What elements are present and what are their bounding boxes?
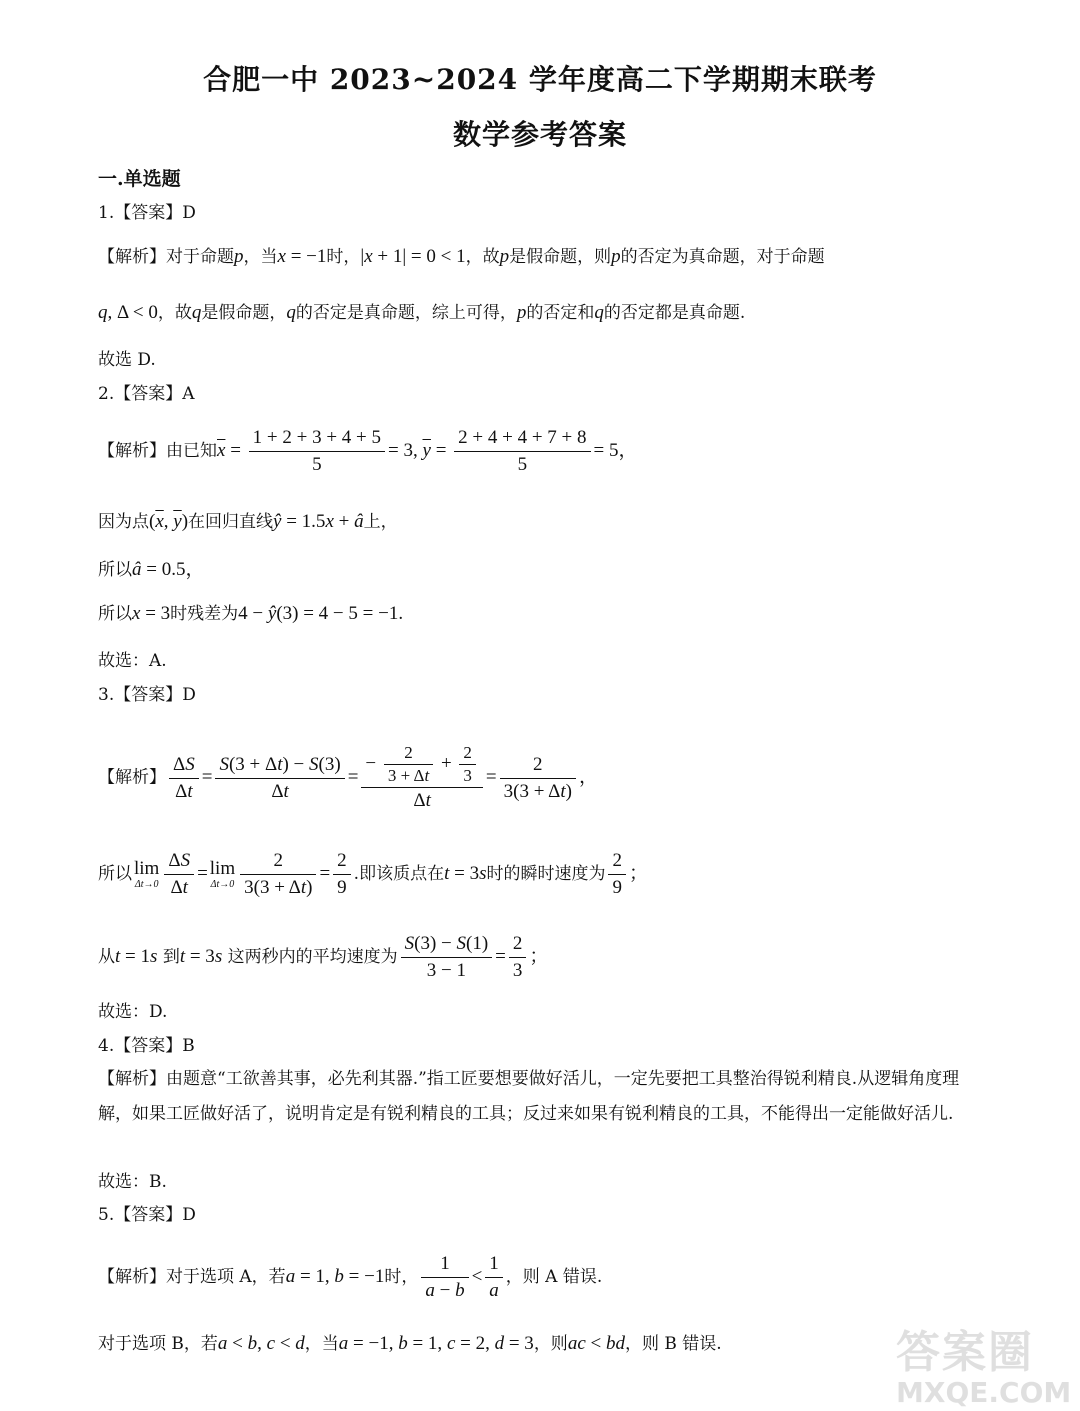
q3-choice: 故选：D.: [98, 1002, 168, 1022]
q1-analysis-line1: 【解析】对于命题p，当x = −1时，|x + 1| = 0 < 1，故p是假命题，则p的否定为真命题，对于命题: [98, 246, 825, 267]
q2-analysis-line3: 所以â = 0.5，: [98, 559, 205, 580]
q2-answer: 2.【答案】A: [98, 384, 195, 404]
q1-answer: 1.【答案】D: [98, 203, 196, 223]
q4-answer: 4.【答案】B: [98, 1036, 195, 1056]
simplified-fraction: $\frac{2}{3(3 + \Delta t)}$: [500, 752, 576, 805]
q5-answer: 5.【答案】D: [98, 1205, 196, 1225]
mean-x-fraction: $\frac{1 + 2 + 3 + 4 + 5}{5}$: [249, 425, 385, 478]
q2-analysis-line2: 因为点($\overline{x}$, $\overline{y}$)在回归直线ŷ = 1.5x + â上，: [98, 511, 398, 532]
q2-analysis-line4: 所以x = 3时残差为4 − ŷ(3) = 4 − 5 = −1.: [98, 603, 404, 624]
mean-y-fraction: $\frac{2 + 4 + 4 + 7 + 8}{5}$: [454, 425, 590, 478]
document-title: 合肥一中 2023~2024 学年度高二下学期期末联考: [203, 63, 877, 96]
q3-analysis-line1: 【解析】 $\frac{\Delta S}{\Delta t}$ = $\frac{S(3 + \Delta t) - S(3)}{\Delta t}$ = − $\frac{2}{3 + \Delta t}$ + $\frac{2}{3}$ Δt = $\frac{2}{3(3 + \Delta t)}$ ，: [98, 742, 598, 814]
delta-s-over-delta-t: $\frac{\Delta S}{\Delta t}$: [169, 752, 199, 805]
q1-choice: 故选 D.: [98, 350, 156, 370]
q1-analysis-line2: q, Δ < 0，故q是假命题，q的否定是真命题，综上可得，p的否定和q的否定都是真命题.: [98, 302, 746, 323]
q3-answer: 3.【答案】D: [98, 685, 196, 705]
q5-analysis-line2: 对于选项 B，若a < b, c < d，当a = −1, b = 1, c = 2, d = 3，则ac < bd，则 B 错误.: [98, 1333, 722, 1354]
document-subtitle: 数学参考答案: [452, 118, 627, 151]
q4-choice: 故选：B.: [98, 1172, 167, 1192]
difference-quotient: $\frac{S(3 + \Delta t) - S(3)}{\Delta t}$: [215, 752, 344, 805]
q2-choice: 故选：A.: [98, 651, 167, 671]
compound-fraction: − $\frac{2}{3 + \Delta t}$ + $\frac{2}{3}$ Δt: [361, 742, 483, 814]
q3-analysis-line2: 所以 lim Δt→0 $\frac{\Delta S}{\Delta t}$ = lim Δt→0 $\frac{2}{3(3 + \Delta t)}$ = $\frac{2}{9}$ .即该质点在t = 3s时的瞬时速度为 $\frac{2}{9}$ ；: [98, 850, 648, 898]
q3-analysis-line3: 从t = 1s 到t = 3s 这两秒内的平均速度为 $\frac{S(3) - S(1)}{3 - 1}$ = $\frac{2}{3}$ ；: [98, 933, 549, 981]
q4-analysis: 【解析】由题意“工欲善其事，必先利其器.”指工匠要想要做好活儿，一定先要把工具整治得锐利精良.从逻辑角度理解，如果工匠做好活了，说明肯定是有锐利精良的工具；反过来如果有锐利精良的工具，不能得出一定能做好活儿.: [98, 1069, 960, 1124]
q2-analysis-line1: 【解析】由已知$\overline{x}$ = $\frac{1 + 2 + 3 + 4 + 5}{5}$ = 3, $\overline{y}$ = $\frac{2 + 4 + 4 + 7 + 8}{5}$ = 5，: [98, 425, 638, 478]
q5-analysis-line1: 【解析】对于选项 A，若a = 1, b = −1时， $\frac{1}{a - b}$ < $\frac{1}{a}$ ，则 A 错误.: [98, 1253, 603, 1301]
section-heading: 一.单选题: [98, 168, 181, 190]
watermark-logo: 答案圈 MXQE.COM: [896, 1327, 1072, 1409]
